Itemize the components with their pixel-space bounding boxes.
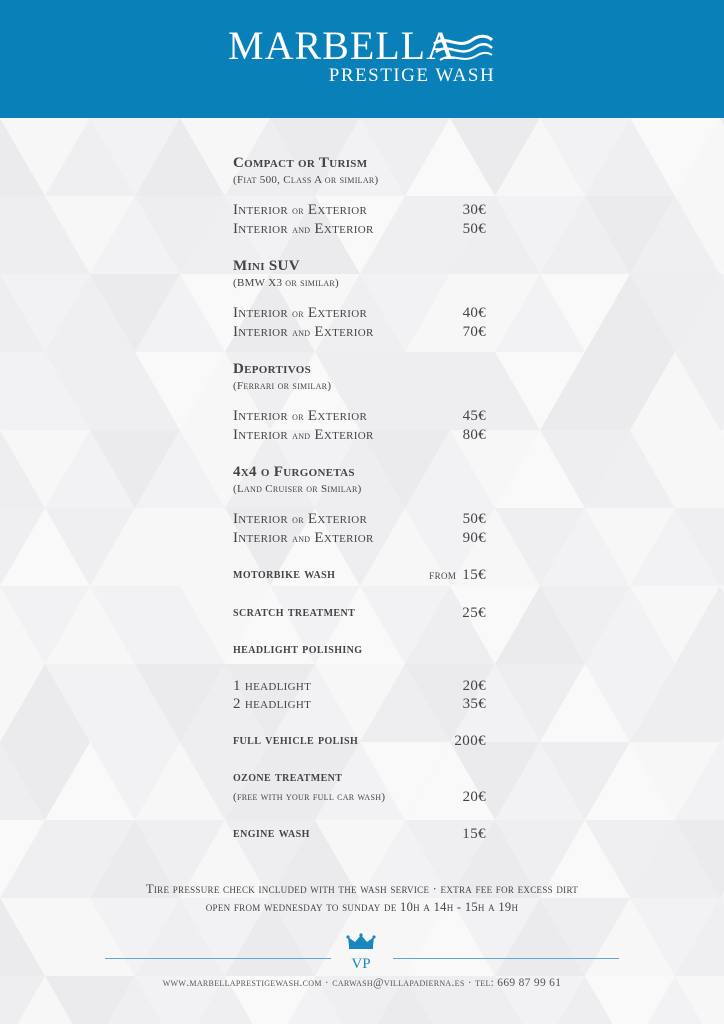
service-price: 25€: [462, 605, 486, 621]
service-title: ozone treatment: [233, 770, 343, 785]
category-title: 4x4 o Furgonetas: [233, 464, 355, 480]
service-price: 20€: [462, 789, 486, 805]
category-deportivos: [233, 360, 486, 445]
row-label-a: Interior: [233, 202, 289, 218]
price-row: [233, 695, 486, 713]
row-label-b: Exterior: [314, 324, 374, 340]
row-label-a: Interior: [233, 427, 289, 443]
row-label: 2 headlight: [233, 696, 312, 712]
price-row: [233, 529, 486, 548]
category-compact: [233, 154, 486, 239]
price-list: [233, 154, 486, 862]
price-row: [233, 677, 486, 695]
service-label: full vehicle polish: [233, 733, 359, 748]
price-row: [233, 220, 486, 239]
row-label-b: Exterior: [314, 427, 374, 443]
service-note: (free with your full car wash): [233, 791, 386, 803]
row-conj: and: [292, 430, 311, 442]
row-price: 80€: [462, 427, 486, 443]
crest-letters: VP: [351, 956, 371, 972]
footer-note-2: open from wednesday to sunday de 10h a 14h - 15h a 19h: [205, 900, 519, 914]
price-row: [233, 304, 486, 323]
row-label-b: Exterior: [314, 530, 374, 546]
category-title: Compact or Turism: [233, 155, 368, 171]
footer-note-1: Tire pressure check included with the wash service · extra fee for excess dirt: [145, 882, 579, 896]
row-label-a: Interior: [233, 511, 289, 527]
service-motorbike: [233, 566, 486, 585]
brand-subtitle: PRESTIGE WASH: [328, 65, 496, 86]
price-row: [233, 426, 486, 445]
price-row: [233, 510, 486, 529]
price-row: [233, 323, 486, 342]
contact-line: www.marbellaprestigewash.com · carwash@villapadierna.es · tel: 669 87 99 61: [162, 977, 562, 989]
divider-right: [393, 958, 619, 959]
row-label-a: Interior: [233, 305, 289, 321]
service-headlight: [233, 641, 486, 713]
row-price: 90€: [462, 530, 486, 546]
row-label-b: Exterior: [307, 305, 368, 321]
category-note: (Land Cruiser or Similar): [233, 483, 362, 495]
row-label: 1 headlight: [233, 678, 312, 694]
row-label-b: Exterior: [307, 202, 368, 218]
service-from: from: [429, 567, 457, 582]
row-label-a: Interior: [233, 324, 289, 340]
price-row: [233, 407, 486, 426]
service-price: 15€: [462, 567, 486, 583]
service-engine: [233, 825, 486, 843]
header-banner: [0, 0, 724, 118]
category-title: Deportivos: [233, 361, 312, 377]
row-conj: and: [292, 327, 311, 339]
category-4x4: [233, 463, 486, 548]
category-mini-suv: [233, 257, 486, 342]
row-price: 50€: [462, 511, 486, 527]
service-label: scratch treatment: [233, 605, 356, 620]
row-label-b: Exterior: [307, 408, 368, 424]
divider-left: [105, 958, 331, 959]
row-label-a: Interior: [233, 221, 289, 237]
row-conj: and: [292, 533, 311, 545]
service-price: 15€: [462, 826, 486, 842]
row-price: 40€: [462, 305, 486, 321]
service-title: headlight polishing: [233, 642, 363, 657]
service-scratch: [233, 604, 486, 622]
service-price: 200€: [454, 733, 486, 749]
category-note: (Fiat 500, Class A or similar): [233, 174, 379, 186]
row-price: 50€: [462, 221, 486, 237]
row-label-b: Exterior: [314, 221, 374, 237]
category-note: (Ferrari or similar): [233, 380, 332, 392]
category-note: (BMW X3 or similar): [233, 277, 340, 289]
wave-icon: [432, 30, 494, 66]
row-conj: or: [292, 411, 304, 423]
crown-crest-icon: [344, 932, 378, 972]
row-label-a: Interior: [233, 408, 289, 424]
service-label: engine wash: [233, 826, 310, 841]
row-label-b: Exterior: [307, 511, 368, 527]
row-price: 30€: [462, 202, 486, 218]
row-price: 35€: [462, 696, 486, 712]
service-polish: [233, 732, 486, 750]
service-label: motorbike wash: [233, 567, 336, 582]
row-conj: or: [292, 514, 304, 526]
row-price: 20€: [462, 678, 486, 694]
row-price: 45€: [462, 408, 486, 424]
category-title: Mini SUV: [233, 258, 300, 274]
row-price: 70€: [462, 324, 486, 340]
price-row: [233, 788, 486, 806]
row-conj: and: [292, 224, 311, 236]
row-conj: or: [292, 205, 304, 217]
price-row: [233, 201, 486, 220]
service-ozone: [233, 769, 486, 806]
row-conj: or: [292, 308, 304, 320]
brand-name: MARBELLA: [228, 23, 456, 68]
row-label-a: Interior: [233, 530, 289, 546]
